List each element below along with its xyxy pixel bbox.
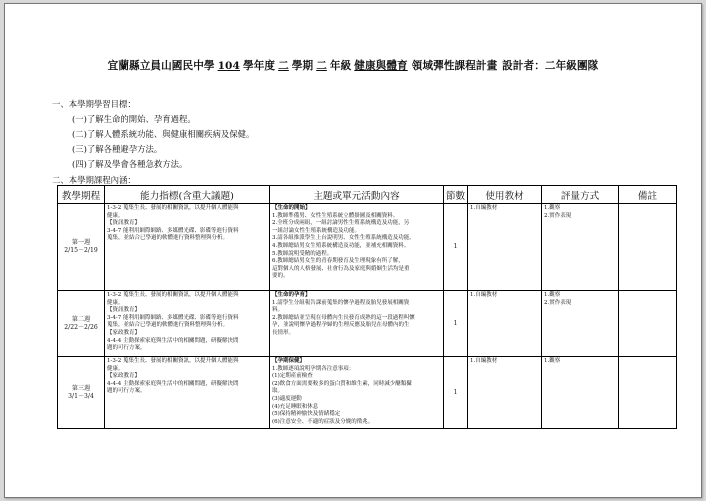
activity-line: 1.教師準備男、女性生殖系統立體掛圖及相關資料。 [272,212,399,219]
grade-label: 年級 [329,60,352,72]
assessment-cell [542,204,619,291]
sessions-cell: 1 [444,357,468,429]
goal-item: (二)了解人體系統功能、與健康相關疾病及保健。 [72,129,255,139]
activities-cell [270,204,444,291]
indicator-line: 蒐集，並結合已學過的軟體進行資料整理與分析。 [107,235,229,242]
indicator-line: 1-3-2 蒐集生長、發展的相關資訊，以提升個人體能與 [107,292,239,298]
remarks-cell [619,204,677,291]
assessment-item: 1.觀察 [544,205,561,211]
activity-line: 6.教師總結男女生的青春期發育及生理現象有所了解， [272,258,404,265]
activity-line: (4)充足睡眠和休息 [272,403,319,410]
week-cell [58,204,105,291]
indicator-line: 4-4-4 主動探索家庭與生活中的相關問題，研擬解決問 [107,380,239,387]
activity-title: 【生命的開始】 [272,205,311,211]
activity-line: 3.請各組推派學生上台說明男、女性生殖系統構造及功能。 [272,235,415,242]
course-plan-table [57,185,677,429]
week-dates: 2/15－2/19 [64,247,98,254]
header-materials: 使用教材 [468,186,542,204]
activities-cell [270,357,444,429]
indicator-line: 3-4-7 能利用網際網路、多媒體光碟、影碟等進行資料 [107,227,239,234]
assessment-item: 2.實作表現 [544,212,572,219]
week-dates: 2/22－2/26 [64,323,98,331]
activity-line: 要的。 [272,273,289,280]
activity-line: 5.教師說明受精的過程。 [272,250,333,257]
assessment-item: 2.實作表現 [544,299,572,306]
activity-line: 1.教師逐項說明孕期各注意事項： [272,365,355,372]
week-cell [58,357,105,429]
indicator-line: 4-4-4 主動探索家庭與生活中的相關問題，研擬解決問 [107,337,239,344]
assessment-cell [542,357,619,429]
activity-line: (6)注意安全、不適的症狀及分娩的徵兆。 [272,418,374,425]
indicator-line: 【資訊教育】 [107,307,141,314]
week-label: 第三週 [71,384,91,392]
activity-line: 2.教師總結並呈現在母體內生長發育成熟的這一段過程叫懷 [272,314,415,321]
goal-item: (一)了解生命的開始、孕育過程。 [72,114,196,124]
remarks-cell [619,357,677,429]
subject-name: 健康與體育 [354,60,408,72]
activity-line: 長情形。 [272,329,295,336]
activity-line: 取。 [272,388,284,395]
assessment-item: 1.觀察 [544,292,561,298]
semester-label: 學期 [291,60,314,72]
indicators-cell [105,291,270,357]
indicator-line: 健康。 [107,212,124,219]
indicator-line: 健康。 [107,299,124,306]
indicators-cell [105,204,270,291]
activities-cell [270,291,444,357]
goal-item: (三)了解各種避孕方法。 [72,144,163,154]
activity-title: 【生命的孕育】 [272,292,311,298]
materials-cell: 1.自編教材 [468,291,542,357]
header-indicators: 能力指標(含重大議題) [105,186,270,204]
week-label: 第二週 [71,315,91,323]
grade-value: 二 [316,60,327,72]
indicator-line: 1-3-2 蒐集生長、發展的相關資訊，以提升個人體能與 [107,205,239,211]
section-heading-content: 二、本學期課程內涵： [52,175,136,185]
plan-title [5,58,701,73]
indicator-line: 題的可行方案。 [107,388,146,395]
indicator-line: 1-3-2 蒐集生長、發展的相關資訊，以提升個人體能與 [107,358,239,364]
table-row [58,357,677,429]
header-activities: 主題或單元活動內容 [270,186,444,204]
indicator-line: 【資訊教育】 [107,220,141,227]
indicator-line: 【家政教育】 [107,329,141,336]
semester-value: 二 [278,60,289,72]
plan-label: 領域彈性課程計畫 [411,60,498,72]
activity-line: (1)定期產前檢查 [272,373,313,380]
assessment-item: 1.觀察 [544,358,561,364]
activity-line: 孕，並說明懷孕過程孕婦的生理反應及胎兒在母體內的生 [272,322,410,329]
week-dates: 3/1－3/4 [68,392,94,400]
remarks-cell [619,291,677,357]
table-header-row [58,186,677,204]
activity-line: 一組討論女性生殖系統構造及功能。 [272,227,361,234]
activity-line: 這對個人的人格發展、社會行為及家庭與婚姻生活均是重 [272,265,410,272]
academic-year: 104 [217,60,240,72]
indicator-line: 健康。 [107,365,124,372]
indicator-line: 蒐集，並結合已學過的軟體進行資料整理與分析。 [107,322,229,329]
section-heading-goals: 一、本學期學習目標： [52,99,136,109]
activity-title: 【孕期保健】 [272,358,306,364]
header-schedule: 教學期程 [58,186,105,204]
materials-cell: 1.自編教材 [468,357,542,429]
sessions-cell: 1 [444,291,468,357]
school-name: 宜蘭縣立員山國民中學 [107,60,215,72]
activity-line: 1.請學生分組報告課前蒐集的懷孕過程及胎兒發展相關資 [272,299,410,306]
indicator-line: 題的可行方案。 [107,345,146,352]
table-row [58,204,677,291]
week-cell [58,291,105,357]
assessment-cell [542,291,619,357]
activity-line: (5)保持精神愉快及情緒穩定 [272,411,341,418]
activity-line: (2)飲食方面需要較多的蛋白質和維生素，同時減少醣類攝 [272,380,412,387]
indicator-line: 3-4-7 能利用網際網路、多媒體光碟、影碟等進行資料 [107,314,239,321]
year-label: 學年度 [243,60,276,72]
activity-line: (3)適度運動 [272,395,302,402]
designer: 設計者：二年級團隊 [502,60,599,72]
sessions-cell: 1 [444,204,468,291]
goal-item: (四)了解及學會各種急救方法。 [72,159,188,169]
document-page [4,3,702,498]
indicator-line: 【家政教育】 [107,373,141,380]
activity-line: 4.教師總結男女生殖系統構造及功能，並補充相關資料。 [272,242,410,249]
materials-cell: 1.自編教材 [468,204,542,291]
table-row [58,291,677,357]
header-sessions: 節數 [444,186,468,204]
week-label: 第一週 [71,239,91,246]
activity-line: 2.全班分成兩組，一組討論男性生殖系統構造及功能，另 [272,220,410,227]
indicators-cell [105,357,270,429]
header-assessment: 評量方式 [542,186,619,204]
header-remarks: 備註 [619,186,677,204]
activity-line: 料。 [272,307,284,314]
